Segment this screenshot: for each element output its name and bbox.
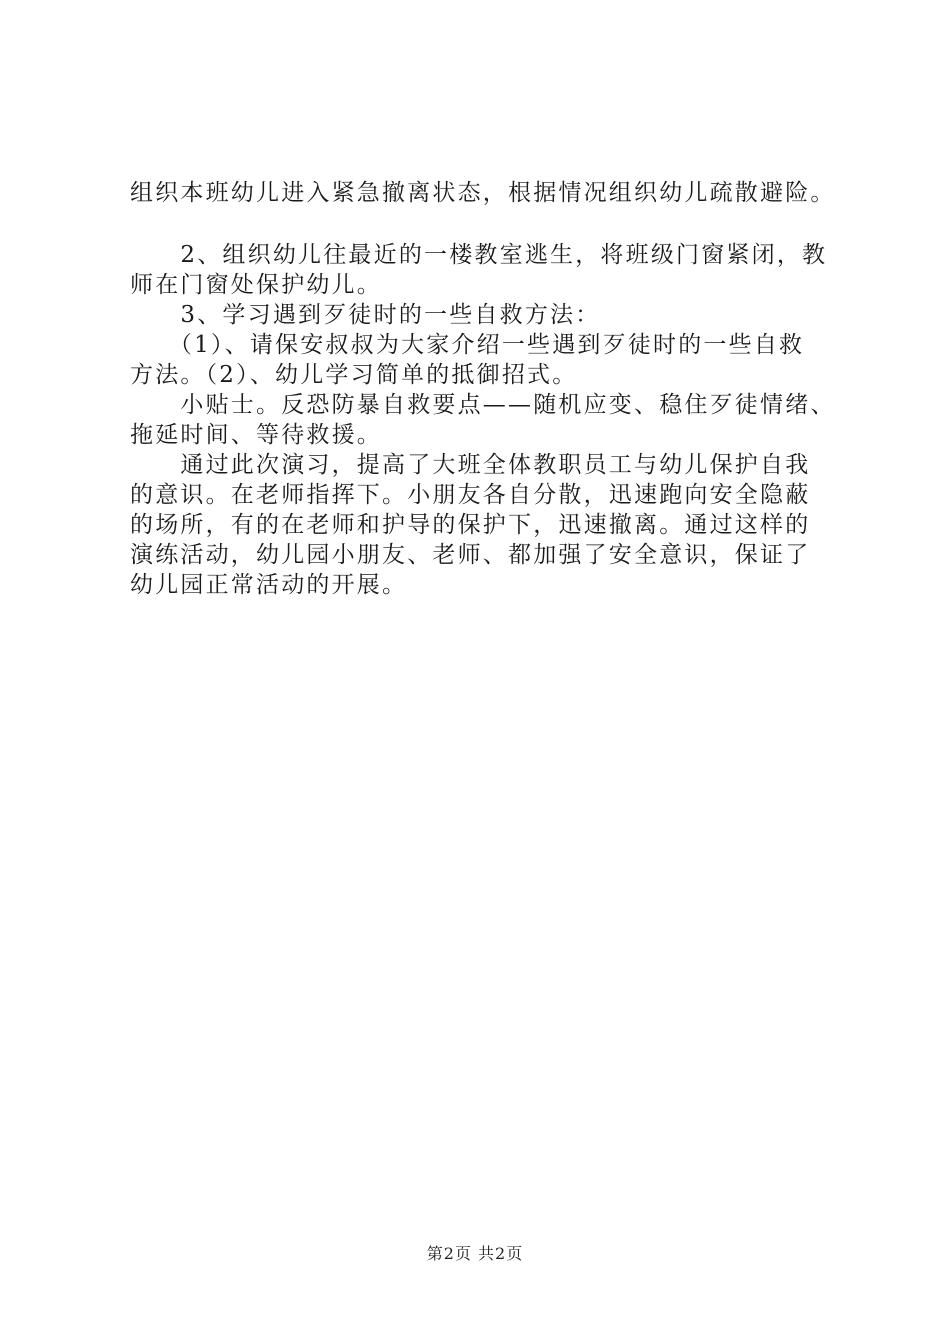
text-line: 演练活动，幼儿园小朋友、老师、都加强了安全意识，保证了 [130,542,811,568]
paragraph-methods [130,330,830,390]
paragraph-continued [130,178,836,208]
text-line: 方法。（2）、幼儿学习简单的抵御招式。 [130,362,578,388]
paragraph-self-rescue [130,300,830,330]
paragraph-evacuation [130,240,830,300]
text-line: 的场所，有的在老师和护导的保护下，迅速撤离。通过这样的 [130,512,811,538]
text-line: 通过此次演习，提高了大班全体教职员工与幼儿保护自我 [130,452,811,478]
text-line: 组织本班幼儿进入紧急撤离状态，根据情况组织幼儿疏散避险。 [130,180,836,206]
text-line: 3、学习遇到歹徒时的一些自救方法： [130,302,601,328]
paragraph-summary [130,450,830,600]
text-line: （1）、请保安叔叔为大家介绍一些遇到歹徒时的一些自救 [130,332,805,358]
text-line: 2、组织幼儿往最近的一楼教室逃生，将班级门窗紧闭，教 [130,242,828,268]
text-line: 幼儿园正常活动的开展。 [130,572,408,598]
text-line: 小贴士。反恐防暴自救要点——随机应变、稳住歹徒情绪、 [130,392,836,418]
text-line: 拖延时间、等待救援。 [130,422,382,448]
text-line: 的意识。在老师指挥下。小朋友各自分散，迅速跑向安全隐蔽 [130,482,811,508]
paragraph-tips [130,390,836,450]
text-line: 师在门窗处保护幼儿。 [130,272,382,298]
page-number: 第2页 共2页 [426,1244,524,1263]
page-footer [0,1241,950,1264]
